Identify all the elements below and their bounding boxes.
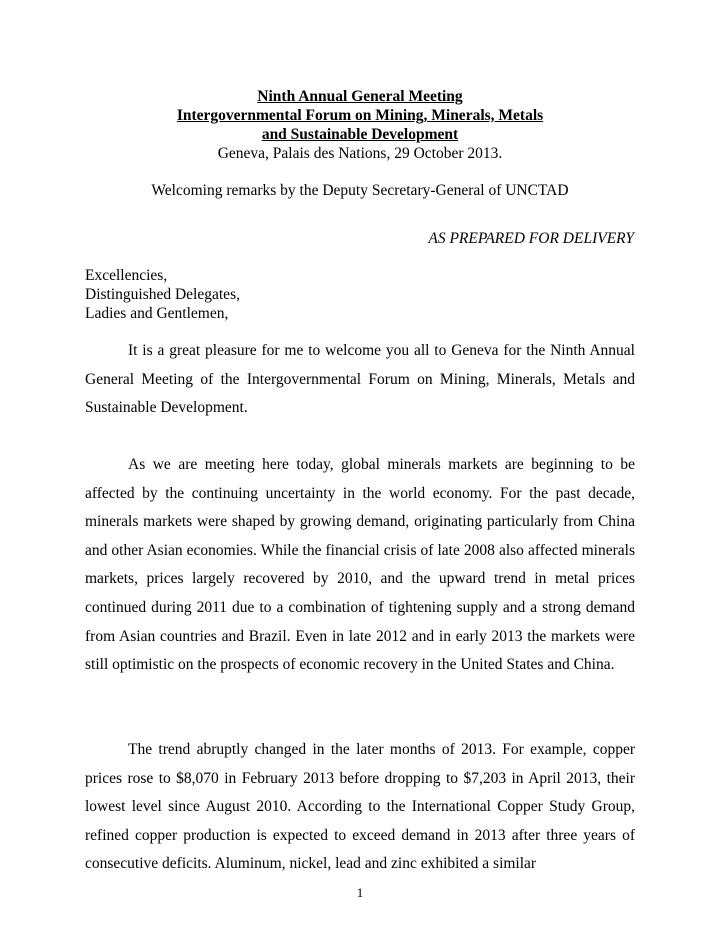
document-heading (0, 87, 720, 163)
forum-title-line-1: Intergovernmental Forum on Mining, Minerals, Metals (176, 107, 544, 124)
salutations (85, 266, 240, 323)
page-number: 1 (356, 885, 364, 900)
salutation-line: Distinguished Delegates, (85, 286, 240, 303)
salutation-line: Excellencies, (85, 267, 168, 284)
salutation-line: Ladies and Gentlemen, (85, 305, 229, 322)
body-paragraph: The trend abruptly changed in the later months of 2013. For example, copper prices rose to $8,070 in February 2013 before dropping to $7,203 in April 2013, their lowest level since August 2010. According to the International Copper Study Group, refined copper production is expected to exceed demand in 2013 after three years of consecutive deficits. Aluminum, nickel, lead and zinc exhibited a similar (85, 741, 635, 873)
location-date: Geneva, Palais des Nations, 29 October 2013. (217, 145, 503, 162)
meeting-title: Ninth Annual General Meeting (257, 88, 463, 105)
body-paragraph: It is a great pleasure for me to welcome you all to Geneva for the Ninth Annual General Meeting of the Intergovernmental Forum on Mining, Minerals, Metals and Sustainable Development. (85, 342, 635, 417)
forum-title-line-2: and Sustainable Development (261, 126, 459, 143)
delivery-note: AS PREPARED FOR DELIVERY (428, 230, 634, 247)
body-paragraph: As we are meeting here today, global minerals markets are beginning to be affected by the continuing uncertainty in the world economy. For the past decade, minerals markets were shaped by growing demand, originating particularly from China and other Asian economies. While the financial crisis of late 2008 also affected minerals markets, prices largely recovered by 2010, and the upward trend in metal prices continued during 2011 due to a combination of tightening supply and a strong demand from Asian countries and Brazil. Even in late 2012 and in early 2013 the markets were still optimistic on the prospects of economic recovery in the United States and China. (85, 456, 635, 674)
remarks-subtitle: Welcoming remarks by the Deputy Secretary-General of UNCTAD (151, 182, 569, 199)
